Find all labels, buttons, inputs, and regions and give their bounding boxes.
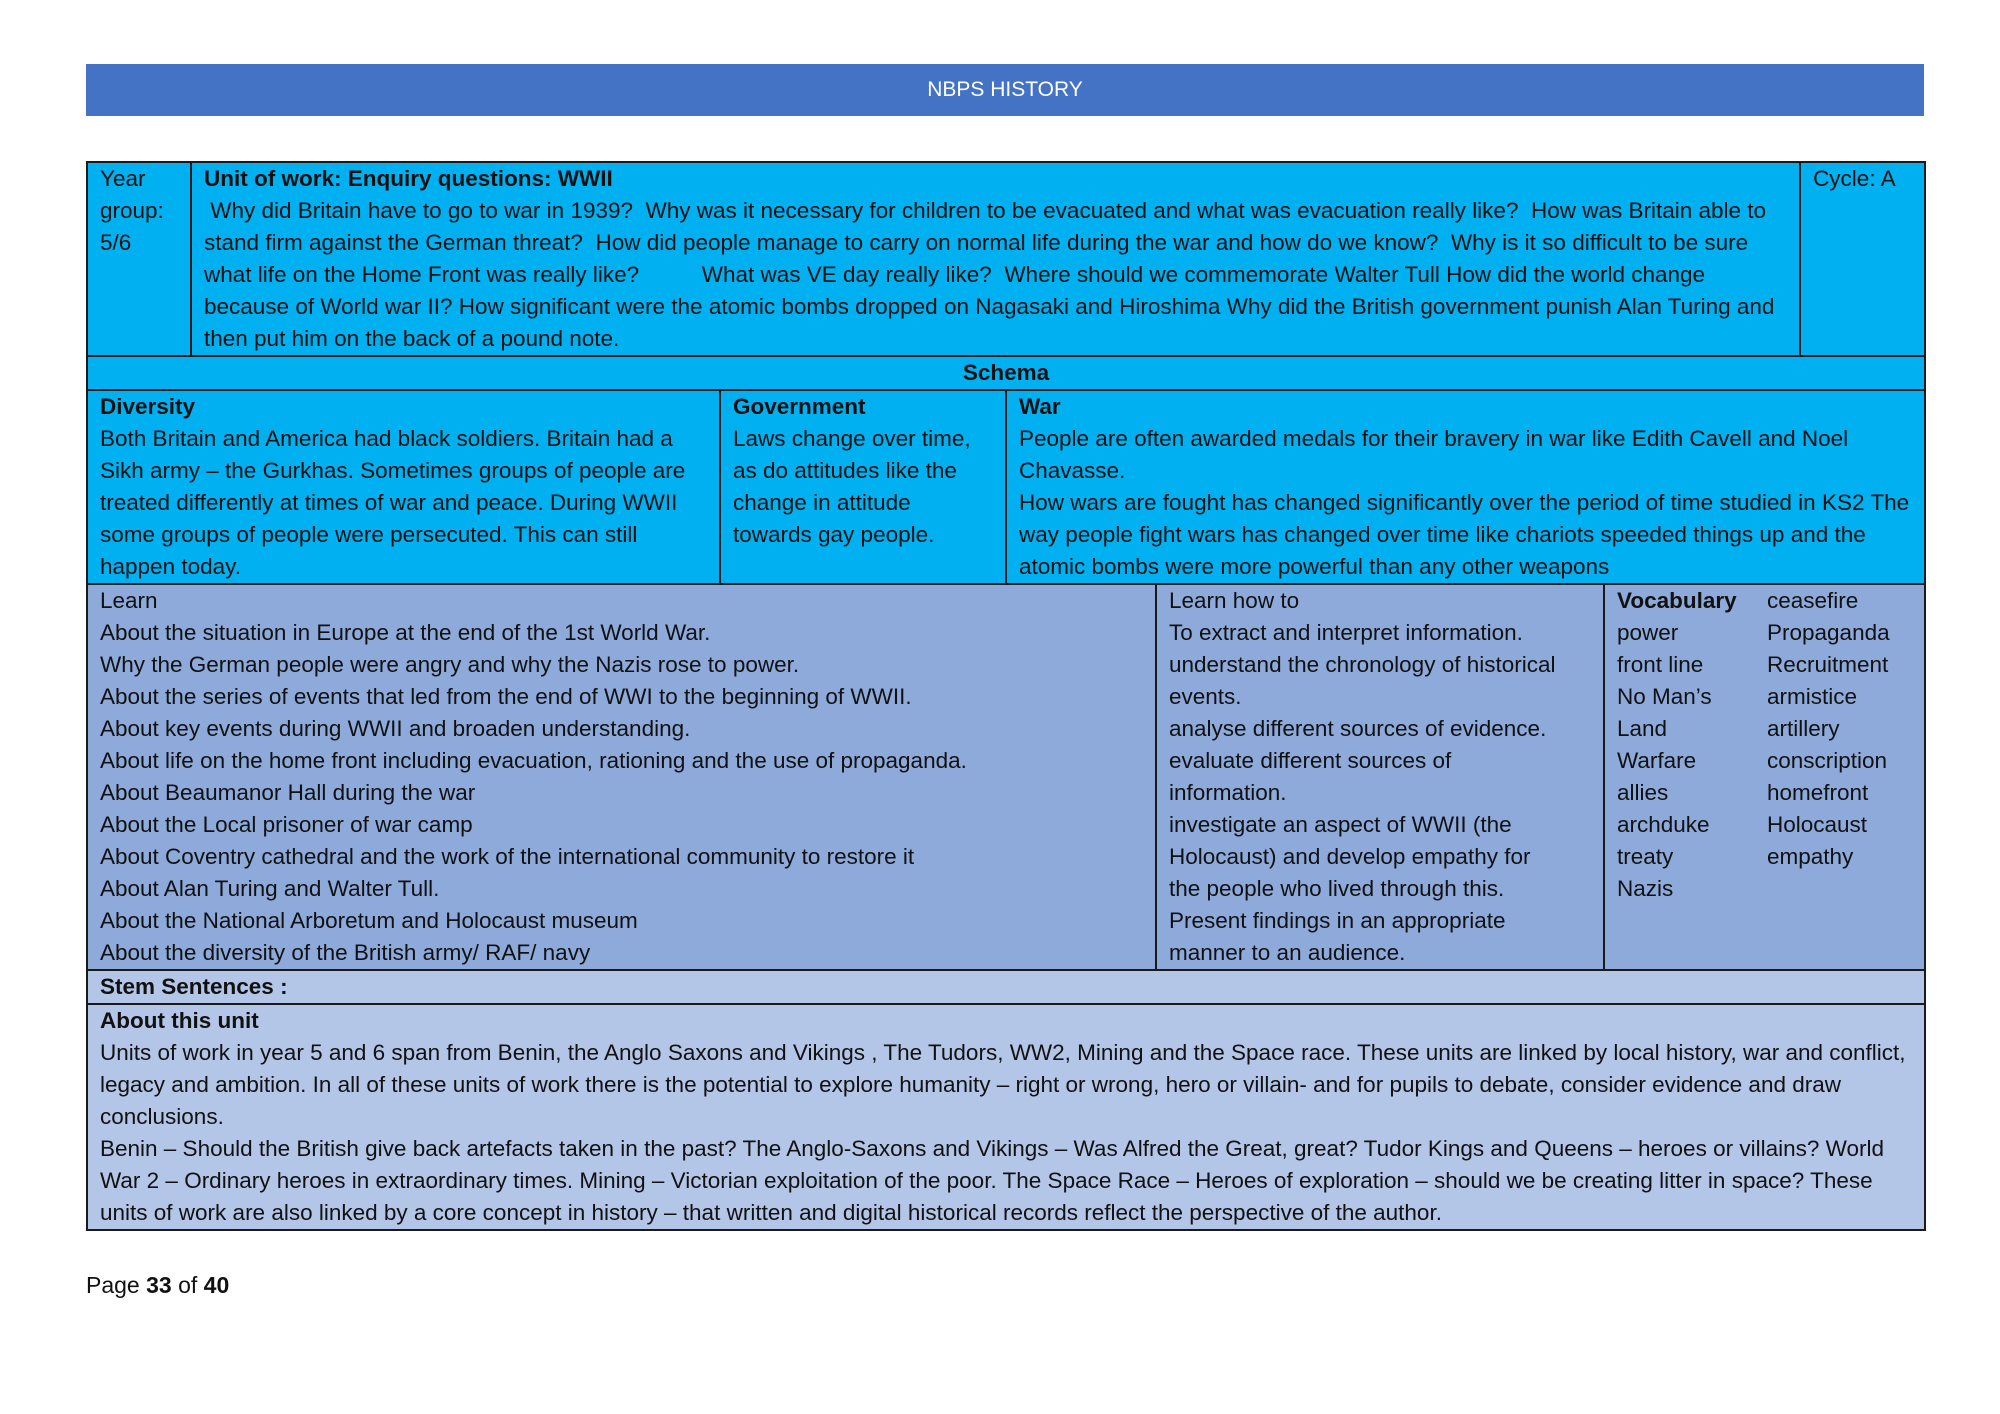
learning-row (87, 584, 1925, 970)
learn-item: About Beaumanor Hall during the war (100, 780, 476, 805)
learn-how-line: evaluate different sources of (1169, 748, 1452, 773)
vocab-word: Propaganda (1767, 620, 1890, 645)
stem-sentences-label: Stem Sentences : (87, 970, 1925, 1004)
learn-how-line: manner to an audience. (1169, 940, 1406, 965)
diversity-heading: Diversity (100, 394, 196, 419)
learn-how-line: Holocaust) and develop empathy for (1169, 844, 1531, 869)
page-prefix: Page (86, 1272, 147, 1298)
war-text-2: How wars are fought has changed significantly over the period of time studied in KS2 The way people fight wars has changed over time like chariots speeded things up and the atomic bombs were more powerful than any other weapons (1019, 490, 1910, 579)
vocab-word: power (1617, 620, 1679, 645)
learn-item: About the National Arboretum and Holocaust museum (100, 908, 638, 933)
page-title: NBPS HISTORY (927, 78, 1083, 101)
unit-row (87, 162, 1925, 356)
about-row (87, 1004, 1925, 1230)
vocabulary-heading: Vocabulary (1617, 588, 1737, 613)
learn-heading: Learn (100, 588, 158, 613)
vocab-word: Nazis (1617, 876, 1674, 901)
about-paragraph-1: Units of work in year 5 and 6 span from Benin, the Anglo Saxons and Vikings , The Tudors, WW2, Mining and the Space race. These units are linked by local history, war and conflict, legacy and ambition. In all of these units of work there is the potential to explore humanity – right or wrong, hero or villain- and for pupils to debate, consider evidence and draw conclusions. (100, 1040, 1906, 1129)
vocab-word: empathy (1767, 844, 1854, 869)
diversity-cell (87, 390, 720, 584)
learn-item: About life on the home front including evacuation, rationing and the use of propaganda. (100, 748, 967, 773)
war-heading: War (1019, 394, 1061, 419)
vocab-word: armistice (1767, 684, 1858, 709)
learn-item: About the Local prisoner of war camp (100, 812, 473, 837)
vocab-word: front line (1617, 652, 1704, 677)
learn-how-heading: Learn how to (1169, 588, 1300, 613)
learn-item: About Alan Turing and Walter Tull. (100, 876, 440, 901)
cycle-label: Cycle: A (1813, 166, 1896, 191)
learn-item: About the series of events that led from the end of WWI to the beginning of WWII. (100, 684, 912, 709)
stem-row (87, 970, 1925, 1004)
year-group: Year group: 5/6 (100, 166, 164, 255)
learn-cell (87, 584, 1156, 970)
government-heading: Government (733, 394, 866, 419)
learn-how-line: Present findings in an appropriate (1169, 908, 1506, 933)
vocab-word: Holocaust (1767, 812, 1868, 837)
learn-how-line: events. (1169, 684, 1242, 709)
government-text: Laws change over time, as do attitudes like the change in attitude towards gay people. (733, 426, 971, 547)
about-cell (87, 1004, 1925, 1230)
vocab-word: treaty (1617, 844, 1674, 869)
vocab-word: Land (1617, 716, 1668, 741)
learn-item: About the situation in Europe at the end of the 1st World War. (100, 620, 711, 645)
schema-heading: Schema (87, 356, 1925, 390)
schema-row (87, 390, 1925, 584)
vocab-word: No Man’s (1617, 684, 1712, 709)
page-header-banner (86, 64, 1924, 116)
learn-how-line: information. (1169, 780, 1287, 805)
war-text-1: People are often awarded medals for their bravery in war like Edith Cavell and Noel Chavasse. (1019, 426, 1849, 483)
cycle-cell (1800, 162, 1925, 356)
page-current: 33 (146, 1272, 172, 1298)
learn-how-line: analyse different sources of evidence. (1169, 716, 1547, 741)
learn-how-line: understand the chronology of historical (1169, 652, 1556, 677)
vocab-word: artillery (1767, 716, 1840, 741)
vocab-word: Recruitment (1767, 652, 1889, 677)
about-paragraph-2: Benin – Should the British give back artefacts taken in the past? The Anglo-Saxons and Vikings – Was Alfred the Great, great? Tudor Kings and Queens – heroes or villains? World War 2 – Ordinary heroes in extraordinary times. Mining – Victorian exploitation of the poor. The Space Race – Heroes of exploration – should we be creating litter in space? These units of work are also linked by a core concept in history – that written and digital historical records reflect the perspective of the author. (100, 1136, 1884, 1225)
learn-how-line: the people who lived through this. (1169, 876, 1505, 901)
learn-how-cell (1156, 584, 1604, 970)
enquiry-cell (191, 162, 1800, 356)
learn-item: About Coventry cathedral and the work of the international community to restore it (100, 844, 915, 869)
vocab-word: ceasefire (1767, 588, 1859, 613)
page-of: of (171, 1272, 204, 1298)
vocab-word: allies (1617, 780, 1669, 805)
vocab-word: Warfare (1617, 748, 1697, 773)
learn-how-line: investigate an aspect of WWII (the (1169, 812, 1512, 837)
vocabulary-grid (1617, 585, 1912, 905)
vocab-word: archduke (1617, 812, 1710, 837)
vocab-word: homefront (1767, 780, 1869, 805)
learn-how-line: To extract and interpret information. (1169, 620, 1523, 645)
enquiry-questions: Why did Britain have to go to war in 1939? Why was it necessary for children to be evacuated and what was evacuation really like? How was Britain able to stand firm against the German threat? How did people manage to carry on normal life during the war and how do we know? Why is it so difficult to be sure what life on the Home Front was really like? What was VE day really like? Where should we commemorate Walter Tull How did the world change because of World war II? How significant were the atomic bombs dropped on Nagasaki and Hiroshima Why did the British government punish Alan Turing and then put him on the back of a pound note. (204, 198, 1781, 351)
learn-item: About key events during WWII and broaden understanding. (100, 716, 691, 741)
unit-title: Unit of work: Enquiry questions: WWII (204, 166, 613, 191)
vocabulary-cell (1604, 584, 1925, 970)
unit-table (86, 161, 1926, 1231)
government-cell (720, 390, 1006, 584)
diversity-text: Both Britain and America had black soldiers. Britain had a Sikh army – the Gurkhas. Sometimes groups of people are treated differently at times of war and peace. During WWII some groups of people were persecuted. This can still happen today. (100, 426, 686, 579)
vocab-word: conscription (1767, 748, 1888, 773)
schema-heading-row (87, 356, 1925, 390)
learn-item: Why the German people were angry and why the Nazis rose to power. (100, 652, 800, 677)
page-total: 40 (203, 1272, 230, 1298)
page-number (86, 1272, 229, 1299)
war-cell (1006, 390, 1925, 584)
learn-item: About the diversity of the British army/ RAF/ navy (100, 940, 591, 965)
year-group-cell (87, 162, 191, 356)
about-heading: About this unit (100, 1008, 259, 1033)
